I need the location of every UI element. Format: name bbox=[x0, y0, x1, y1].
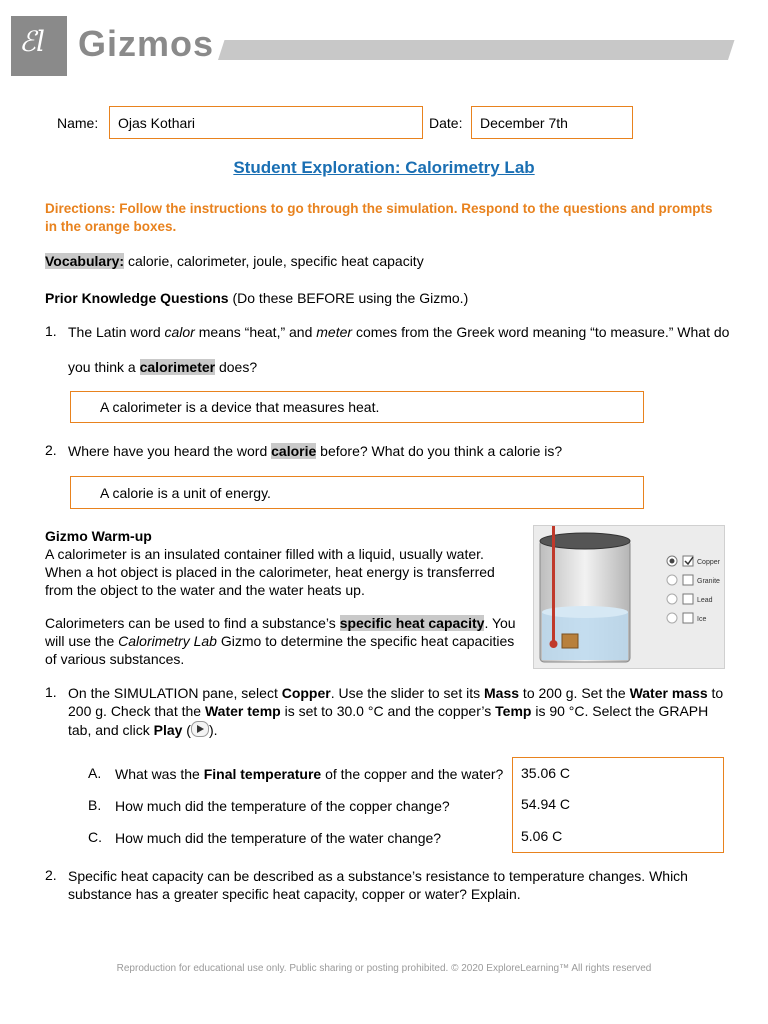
q1-line1 bbox=[68, 323, 728, 341]
q1-text-b: means “heat,” and bbox=[194, 324, 317, 340]
subq-a-text bbox=[115, 765, 503, 783]
warmup-term: specific heat capacity bbox=[339, 615, 485, 631]
subq-a-pre: What was the bbox=[115, 766, 204, 782]
q2-text-a: Where have you heard the word bbox=[68, 443, 272, 459]
step1-b1: Copper bbox=[281, 685, 331, 701]
calorimeter-illustration bbox=[534, 526, 724, 668]
step1-t5: 200 g. Check that the bbox=[68, 703, 205, 719]
vocabulary-text: calorie, calorimeter, joule, specific heat capacity bbox=[124, 253, 424, 269]
step1-t6: is set to 30.0 °C and the copper’s bbox=[280, 703, 496, 719]
q2-text bbox=[68, 442, 562, 460]
warmup-para2-a: Calorimeters can be used to find a substance’s bbox=[45, 615, 340, 631]
step1-t1: On the SIMULATION pane, select bbox=[68, 685, 282, 701]
step2-number: 2. bbox=[45, 867, 57, 883]
step1-b4: Water temp bbox=[204, 703, 281, 719]
prior-knowledge-label: Prior Knowledge Questions bbox=[45, 290, 229, 306]
directions: Directions: Follow the instructions to go through the simulation. Respond to the questions and prompts in the orange boxes. bbox=[45, 201, 713, 234]
subq-a-bold: Final temperature bbox=[203, 766, 322, 782]
sim-option-lead: Lead bbox=[697, 597, 713, 604]
brand-name: Gizmos bbox=[78, 23, 215, 64]
q1-calor: calor bbox=[164, 324, 195, 340]
step2-line2: substance has a greater specific heat capacity, copper or water? Explain. bbox=[68, 886, 521, 902]
footer-copyright: Reproduction for educational use only. Public sharing or posting prohibited. © 2020 ExploreLearning™ All rights reserved bbox=[116, 963, 652, 974]
subq-a-answer[interactable]: 35.06 C bbox=[512, 757, 724, 789]
name-field[interactable]: Ojas Kothari bbox=[109, 106, 423, 139]
vocabulary bbox=[45, 252, 424, 270]
warmup-para1: A calorimeter is an insulated container filled with a liquid, usually water. When a hot object is placed in the calorimeter, heat energy is transferred from the object to the water and the water heats up. bbox=[45, 546, 495, 598]
step1-b3: Water mass bbox=[629, 685, 708, 701]
play-icon bbox=[191, 721, 209, 737]
q1-meter: meter bbox=[316, 324, 353, 340]
header-bar bbox=[218, 40, 734, 60]
q2-text-b: before? What do you think a calorie is? bbox=[316, 443, 563, 459]
step1-number: 1. bbox=[45, 684, 57, 700]
subq-b-answer[interactable]: 54.94 C bbox=[512, 788, 724, 821]
step1-t4: to bbox=[707, 685, 724, 701]
subq-b-letter: B. bbox=[88, 797, 102, 813]
step2-line1: Specific heat capacity can be described as a substance’s resistance to temperature changes. Which bbox=[68, 868, 688, 884]
q1-term: calorimeter bbox=[139, 359, 216, 375]
subq-c-text: How much did the temperature of the water change? bbox=[115, 830, 442, 846]
logo-box bbox=[11, 16, 67, 76]
q2-number: 2. bbox=[45, 442, 57, 458]
step1-t8: tab, and click bbox=[68, 722, 154, 738]
subq-b-text: How much did the temperature of the copper change? bbox=[115, 798, 450, 814]
step1-line2 bbox=[68, 702, 728, 720]
page-title: Student Exploration: Calorimetry Lab bbox=[233, 158, 535, 177]
step1-t10: ). bbox=[208, 722, 218, 738]
date-label: Date: bbox=[429, 115, 463, 131]
step1-b5: Temp bbox=[495, 703, 532, 719]
logo-mark: ℰl bbox=[19, 25, 45, 58]
calorimeter-image bbox=[533, 525, 725, 669]
subq-c-answer[interactable]: 5.06 C bbox=[512, 820, 724, 853]
warmup-para2-c: Gizmo to determine the specific heat capacities of various substances. bbox=[45, 633, 515, 667]
step1-t3: to 200 g. Set the bbox=[519, 685, 630, 701]
q1-answer-box[interactable]: A calorimeter is a device that measures heat. bbox=[70, 391, 644, 423]
step1-b2: Mass bbox=[484, 685, 520, 701]
q1-text-e: does? bbox=[215, 359, 258, 375]
step1-line3 bbox=[68, 721, 218, 739]
step1-line1 bbox=[68, 684, 728, 702]
step1-t2: . Use the slider to set its bbox=[330, 685, 485, 701]
warmup-para2-b: . You will use the bbox=[45, 615, 516, 649]
name-label: Name: bbox=[57, 115, 99, 131]
step1-t7: is 90 °C. Select the GRAPH bbox=[531, 703, 709, 719]
subq-a-letter: A. bbox=[88, 765, 102, 781]
q2-answer-box[interactable]: A calorie is a unit of energy. bbox=[70, 476, 644, 509]
q1-text-d: you think a bbox=[68, 359, 140, 375]
step1-b6: Play bbox=[153, 722, 183, 738]
date-field[interactable]: December 7th bbox=[471, 106, 633, 139]
warmup-gizmo-name: Calorimetry Lab bbox=[118, 633, 217, 649]
sim-option-granite: Granite bbox=[697, 578, 720, 585]
subq-a-post: of the copper and the water? bbox=[321, 766, 504, 782]
prior-knowledge-heading bbox=[45, 289, 468, 307]
q1-number: 1. bbox=[45, 323, 57, 339]
sim-option-ice: Ice bbox=[697, 616, 707, 623]
vocabulary-label: Vocabulary: bbox=[45, 253, 125, 269]
q1-text-a: The Latin word bbox=[68, 324, 165, 340]
q2-term: calorie bbox=[271, 443, 317, 459]
q1-text-c: comes from the Greek word meaning “to measure.” What do bbox=[352, 324, 730, 340]
q1-line2 bbox=[68, 358, 257, 376]
step1-t9: ( bbox=[182, 722, 191, 738]
subq-c-letter: C. bbox=[88, 829, 102, 845]
sim-option-copper: Copper bbox=[697, 559, 720, 566]
prior-knowledge-note: (Do these BEFORE using the Gizmo.) bbox=[228, 290, 469, 306]
warmup-heading: Gizmo Warm-up bbox=[45, 528, 152, 544]
warmup-para2 bbox=[45, 614, 523, 668]
